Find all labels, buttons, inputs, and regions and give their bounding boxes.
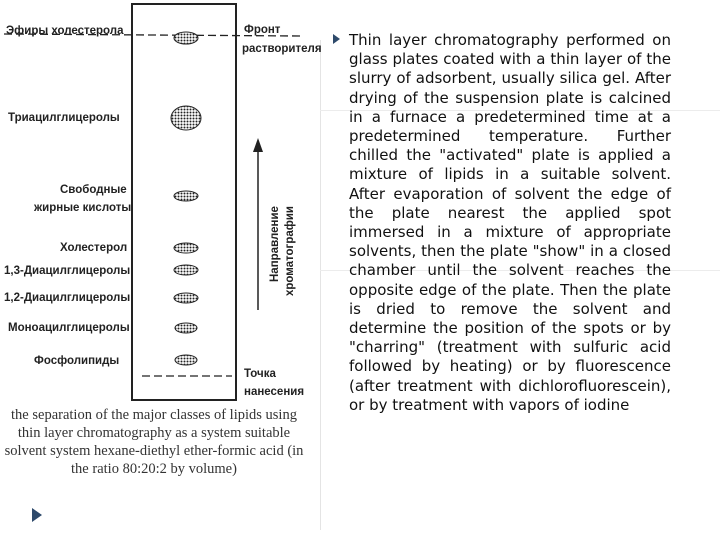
label-triacylglycerols: Триацилглицеролы xyxy=(8,112,120,124)
spot-12-diacylglycerols xyxy=(174,293,198,303)
label-direction-line1: Направление xyxy=(269,206,281,282)
label-direction-line2: хроматографии xyxy=(284,206,296,296)
tlc-figure xyxy=(0,0,322,405)
spot-cholesterol-esters xyxy=(174,32,198,44)
label-solvent-front-line1: Фронт xyxy=(244,24,281,36)
label-monoacylglycerols: Моноацилглицеролы xyxy=(8,322,130,334)
label-cholesterol-esters: Эфиры холестерола xyxy=(6,25,124,37)
bullet-arrow-icon xyxy=(333,34,340,44)
label-13-diacylglycerols: 1,3-Диацилглицеролы xyxy=(4,265,131,277)
label-application-point-line2: нанесения xyxy=(244,386,305,398)
label-application-point-line1: Точка xyxy=(244,368,276,380)
spot-free-fatty-acids xyxy=(174,191,198,201)
caption-bullet-icon xyxy=(32,508,42,522)
label-free-fatty-acids-line1: Свободные xyxy=(60,184,127,196)
spot-cholesterol xyxy=(174,243,198,253)
slide-divider xyxy=(320,40,321,530)
label-solvent-front-line2: растворителя xyxy=(242,43,322,55)
direction-arrowhead xyxy=(253,138,263,152)
spot-monoacylglycerols xyxy=(175,323,197,333)
label-free-fatty-acids-line2: жирные кислоты xyxy=(34,202,132,214)
spot-triacylglycerols xyxy=(171,106,201,130)
label-phospholipids: Фосфолипиды xyxy=(34,355,120,367)
tlc-plate xyxy=(132,4,236,400)
label-cholesterol: Холестерол xyxy=(60,242,128,254)
spot-phospholipids xyxy=(175,355,197,365)
body-paragraph: Thin layer chromatography performed on glass plates coated with a thin layer of the slurry of adsorbent, usually silica gel. After drying of the suspension plate is calcined in a furnace a predetermined time at a predetermined temperature. Further chilled the "activated" plate is applied a mixture of lipids in a suitable solvent. After evaporation of solvent the edge of the plate nearest the applied spot immersed in a mixture of appropriate solvents, then the plate "show" in a closed chamber until the solvent reaches the opposite edge of the plate. Then the plate is dried to remove the solvent and determine the position of the spots or by "charring" (treatment with sulfuric acid followed by heating) or by fluorescence (after treatment with dichlorofluorescein), or by treatment with vapors of iodine xyxy=(349,31,671,414)
figure-caption: the separation of the major classes of lipids using thin layer chromatography as a system suitable solvent system hexane-diethyl ether-formic acid (in the ratio 80:20:2 by volume) xyxy=(4,407,304,477)
spot-13-diacylglycerols xyxy=(174,265,198,275)
label-12-diacylglycerols: 1,2-Диацилглицеролы xyxy=(4,292,131,304)
tlc-diagram xyxy=(0,0,322,405)
